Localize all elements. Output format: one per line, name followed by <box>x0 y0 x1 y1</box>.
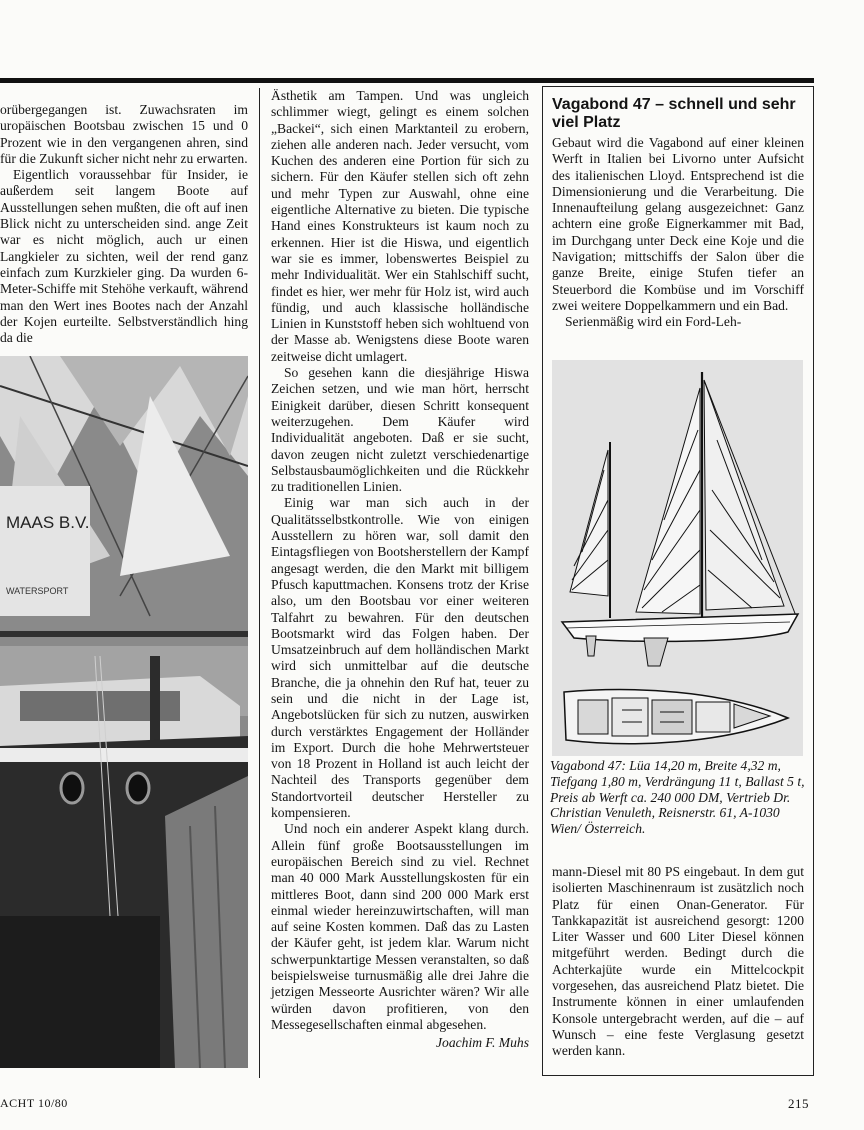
sidebar-headline: Vagabond 47 – schnell und sehr viel Platz <box>552 96 796 131</box>
col2-paragraph-3: Einig war man sich auch in der Qualitätsselbstkontrolle. Wie von einigen Ausstellern zu hören war, soll damit den Eintagsfliegen von Bootsherstellern der Kampf angesagt werden, die den Markt mit billigem Pfusch kaputtmachen. Konsens trotz der Krise also, um den Bootsbau vor einer weiteren Talfahrt zu bewahren. Für den deutschen Bootsmarkt wird das Folgen haben. Der Umsatzeinbruch auf dem holländischen Markt wird sich unmittelbar auf die deutsche Branche, die ja ohnehin den Ruf hat, teuer zu sein und die nicht in der Lage ist, Angebotslücken für sich zu nutzen, auswirken durch verstärktes Engagement der Holländer im Export. Durch die hohe Mehrwertsteuer von 18 Prozent in Holland ist auch leicht der Nachteil des Transports gegenüber dem Standortvorteil deutscher Hersteller zu kompensieren. <box>271 495 529 821</box>
column-2 <box>271 88 529 1052</box>
sidebar-paragraph-1: Gebaut wird die Vagabond auf einer kleinen Werft in Italien bei Livorno unter Aufsicht des italienischen Lloyd. Entsprechend ist die Dimensionierung und die Verarbeitung. Die Innenaufteilung gelang ausgezeichnet: Ganz achtern eine große Eignerkammer mit Bad, im Durchgang unter Deck eine Koje und die Navigation; mittschiffs der Salon über die ganze Breite, einige Stufen tiefer an Steuerbord die Kombüse und im Vorschiff zwei weitere Doppelkammern und ein Bad. <box>552 135 804 313</box>
vagabond-47-drawing <box>552 360 803 756</box>
col2-paragraph-4: Und noch ein anderer Aspekt klang durch. Allein fünf große Bootsausstellungen im europäischen Bereich sind zu viel. Rechnet man 40 000 Mark Ausstellungskosten für ein mittleres Boot, dann sind 200 000 Mark erst einmal wieder hereinzuwirtschaften, will man auf seine Kosten kommen. Daß das zu Lasten der Käufer geht, ist jedem klar. Warum nicht schwerpunktartige Messen veranstalten, so daß beispielsweise turnusmäßig alle drei Jahre die jetzigen Messeorte Ausrichter wären? Wir alle würden davon profitieren, von den Messegesellschaften einmal abgesehen. <box>271 821 529 1032</box>
footer-magazine-issue: ACHT 10/80 <box>0 1096 68 1110</box>
photo-sign-watersport: WATERSPORT <box>6 586 69 596</box>
col1-paragraph-2: Eigentlich voraussehbar für Insider, ie außerdem seit langem Boote auf Ausstellungen sehen mußten, die oft auf inen Blick nicht zu unterscheiden sind. ange Zeit war es nicht möglich, auch ur einen Langkieler zu sichten, weil der rend ganz einfach zum Kurzkieler ging. Da wurden 6-Meter-Schiffe mit Stehöhe verkauft, während man den Wert ines Bootes nach der Anzahl der Kojen eurteilte. Selbstverständlich hing da die <box>0 167 248 346</box>
column-1 <box>0 102 248 346</box>
sidebar-paragraph-3: mann-Diesel mit 80 PS eingebaut. In dem gut isolierten Maschinenraum ist zusätzlich noch Platz für einen Onan-Generator. Für Tankkapazität ist ausreichend gesorgt: 1200 Liter Wasser und 600 Liter Diesel können mitgeführt werden. Bedingt durch die Achterkajüte wurde ein Mittelcockpit vorgesehen, das ausreichend Platz bietet. Die Instrumente können in einer umlaufenden Konsole untergebracht werden, auf die – auf Wunsch – eine feste Verglasung gesetzt werden kann. <box>552 864 804 1059</box>
sidebar-text <box>552 96 804 331</box>
author-signature: Joachim F. Muhs <box>435 1035 529 1051</box>
sidebar-paragraph-2: Serienmäßig wird ein Ford-Leh- <box>565 314 742 330</box>
page-number: 215 <box>788 1096 809 1111</box>
drawing-caption: Vagabond 47: Lüa 14,20 m, Breite 4,32 m, Tiefgang 1,80 m, Verdrängung 11 t, Ballast 5 t, Preis ab Werft ca. 240 000 DM, Vertrieb Dr. Christian Venuleth, Reisnerstr. 61, A-1030 Wien/ Österreich. <box>550 758 805 837</box>
sidebar-continuation <box>552 864 804 1060</box>
photo-sign-maas: MAAS B.V. <box>6 513 90 532</box>
col1-paragraph-1: orübergegangen ist. Zuwachsraten im uropäischen Bootsbau zwischen 15 und 0 Prozent wie in den vergangenen ahren, sind für die Zukunft sicher nicht nehr zu erwarten. <box>0 102 248 166</box>
column-divider-1 <box>259 88 260 1078</box>
top-rule <box>0 78 814 83</box>
col2-paragraph-1: Ästhetik am Tampen. Und was ungleich schlimmer wiegt, gelingt es einem solchen „Backei“, sich einen Marktanteil zu erobern, ziehen alle anderen nach. Jeder versucht, vom Kuchen des anderen eine Portion für sich zu sichern. Für den Käufer stellen sich oft zehn und mehr Typen zur Auswahl, ohne eine eigentliche Alternative zu bieten. Die typische Hand eines Konstrukteurs ist kaum noch zu erkennen. Hier ist die Hiswa, und eigentlich war sie es immer, lobenswertes Beispiel zu mehr Individualität. Wer ein Stahlschiff sucht, findet es hier, wer mehr für Holz ist, wird auch fündig, und auch klassische holländische Linien in Kunststoff heben sich wohltuend von der Masse ab. Wenigstens diese Boote waren zeitweise dicht umlagert. <box>271 88 529 364</box>
col2-paragraph-2: So gesehen kann die diesjährige Hiswa Zeichen setzen, und wie man hört, herrscht Einigkeit darüber, diesen Schritt konsequent weiterzugehen. Dem Käufer wird Individualität angeboten. Daß er sie sucht, davon zeugen nicht zuletzt verschiedenartige Selbstausbaumöglichkeiten und die Rückkehr zu traditionellen Linien. <box>271 365 529 495</box>
boat-show-photo <box>0 356 248 1068</box>
